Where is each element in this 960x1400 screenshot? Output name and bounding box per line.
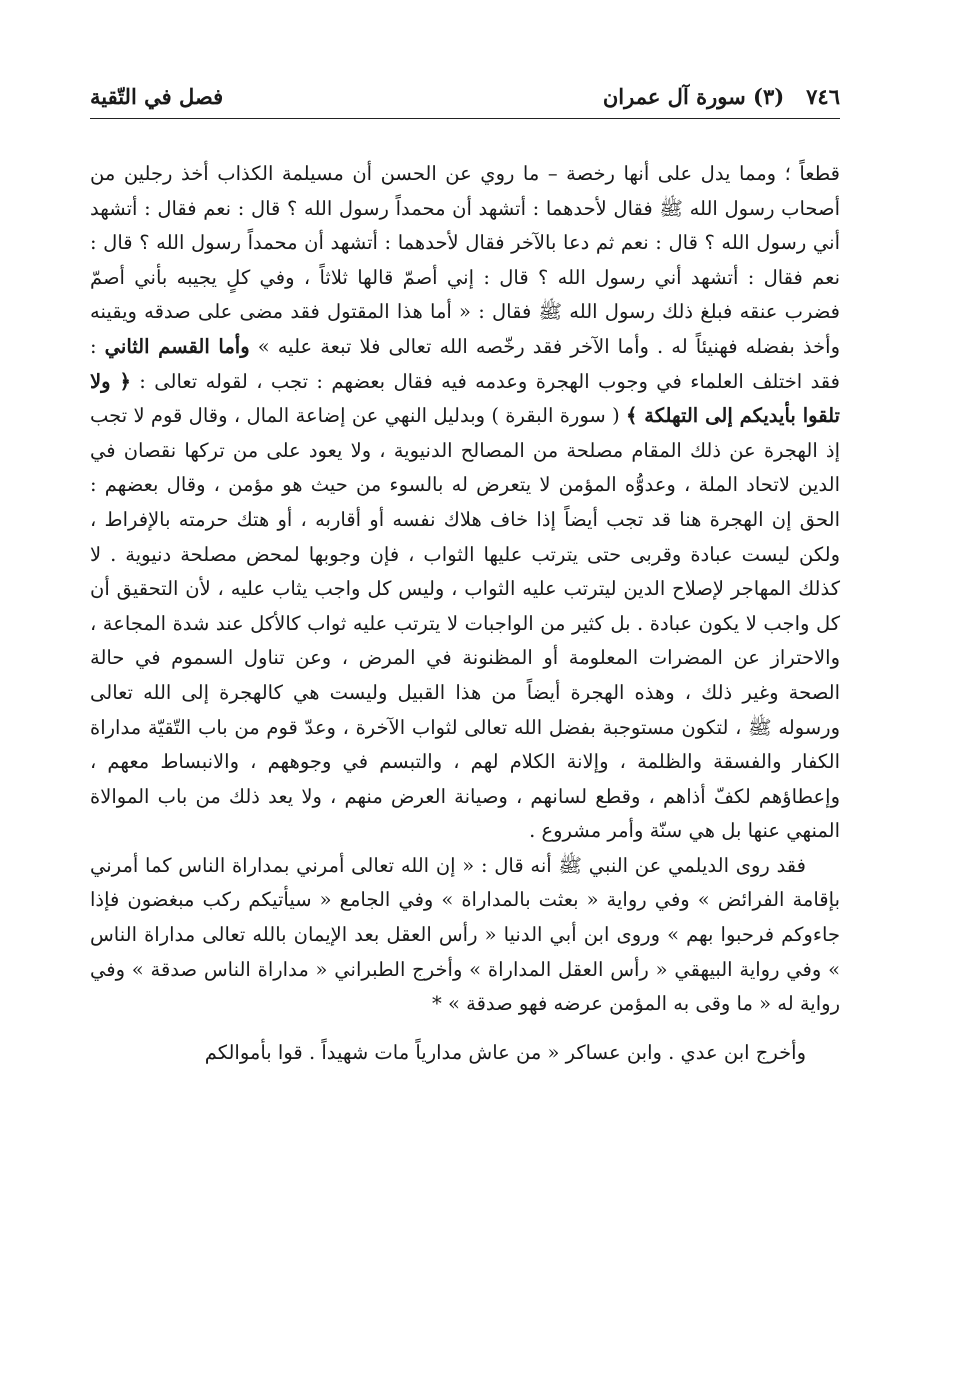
text-segment: قطعاً ؛ ومما يدل على أنها رخصة – ما روي عن الحسن أن مسيلمة الكذاب أخذ رجلين من أصحاب رسول الله ﷺ فقال لأحدهما : أتشهد أن محمداً رسول الله ؟ قال : نعم فقال : أتشهد أني رسول الله ؟ قال : نعم ثم دعا بالآخر فقال لأحدهما : أتشهد أن محمداً رسول الله ؟ قال : نعم فقال : أتشهد أني رسول الله ؟ قال : إني أصمّ قالها ثلاثاً ، وفي كلٍ يجيبه بأني أصمّ فضرب عنقه فبلغ ذلك رسول الله ﷺ فقال : « أما هذا المقتول فقد مضى على صدقه ويقينه وأخذ بفضله فهنيئاً له . وأما الآخر فقد رخّصه الله تعالى فلا تبعة عليه » bbox=[90, 162, 840, 358]
paragraph-2 bbox=[90, 849, 840, 1022]
surah-title: (٣) سورة آل عمران bbox=[602, 84, 785, 109]
text-segment: فقد روى الديلمي عن النبي ﷺ أنه قال : « إن الله تعالى أمرني بمداراة الناس كما أمرني بإقامة الفرائض » وفي رواية « بعثت بالمداراة » وفي الجامع « سيأتيكم ركب مبغضون فإذا جاءوكم فرحبوا بهم » وروى ابن أبي الدنيا « رأس العقل بعد الإيمان بالله تعالى مداراة الناس » وفي رواية البيهقي « رأس العقل المداراة » وأخرج الطبراني « مداراة الناس صدقة » وفي رواية له « ما وقى به المؤمن عرضه فهو صدقة » * bbox=[90, 853, 840, 1016]
bold-heading: وأما القسم الثاني bbox=[104, 334, 250, 358]
page bbox=[90, 84, 840, 1070]
text-segment: ( سورة البقرة ) وبدليل النهي عن إضاعة المال ، وقال قوم لا تجب إذ الهجرة عن ذلك المقام مصلحة من المصالح الدنيوية ، ولا يعود على من تركها نقصان في الدين لاتحاد الملة ، وعدوُّه المؤمن لا يتعرض له بالسوء من حيث هو مؤمن ، وقال بعضهم : الحق إن الهجرة هنا قد تجب أيضاً إذا خاف هلاك نفسه أو أقاربه ، أو هتك حرمته بالإفراط ، ولكن ليست عبادة وقربى حتى يترتب عليها الثواب ، فإن وجوبها لمحض مصلحة دنيوية . لا كذلك المهاجر لإصلاح الدين ليترتب عليه الثواب ، وليس كل واجب يثاب عليه ، لأن التحقيق أن كل واجب لا يكون عبادة . بل كثير من الواجبات لا يترتب عليه ثواب كالأكل عند شدة المجاعة ، والاحتراز عن المضرات المعلومة أو المظنونة في المرض ، وعن تناول السموم في حالة الصحة وغير ذلك ، وهذه الهجرة أيضاً من هذا القبيل وليست هي كالهجرة إلى الله تعالى ورسوله ﷺ ، لتكون مستوجبة بفضل الله تعالى لثواب الآخرة ، وعدّ قوم من باب التّقيّة مداراة الكفار والفسقة والظلمة ، وإلانة الكلام لهم ، والتبسم في وجوههم ، والانبساط معهم ، وإعطاؤهم لكفّ أذاهم ، وقطع لسانهم ، وصيانة العرض منهم ، ولا يعد ذلك من باب الموالاة المنهي عنها بل هي سنّة وأمر مشروع . bbox=[90, 404, 840, 843]
page-number: ٧٤٦ bbox=[806, 84, 840, 109]
text-segment: وأخرج ابن عدي . وابن عساكر « من عاش مدارياً مات شهيداً . قوا بأموالكم bbox=[204, 1040, 806, 1064]
section-title: فصل في التّقية bbox=[90, 84, 224, 109]
header-right bbox=[603, 84, 840, 109]
paragraph-3 bbox=[90, 1036, 840, 1071]
paragraph-1 bbox=[90, 157, 840, 849]
quran-quote: ﴿ ولا تلقوا بأيديكم إلى التهلكة ﴾ bbox=[90, 369, 840, 428]
text-segment: : فقد اختلف العلماء في وجوب الهجرة وعدمه فيه فقال بعضهم : تجب ، لقوله تعالى : bbox=[90, 334, 840, 393]
running-header bbox=[90, 84, 840, 119]
body-text bbox=[90, 157, 840, 1070]
